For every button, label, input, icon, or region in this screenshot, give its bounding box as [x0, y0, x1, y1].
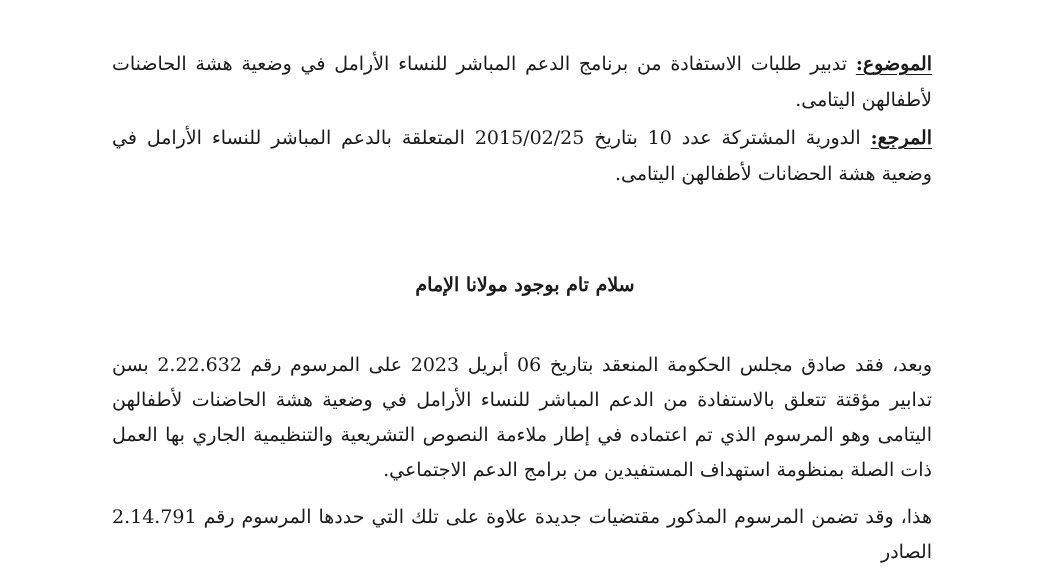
subject-line: [112, 46, 932, 118]
body-paragraph-1: وبعد، فقد صادق مجلس الحكومة المنعقد بتاريخ 06 أبريل 2023 على المرسوم رقم 2.22.632 بسن تدابير مؤقتة تتعلق بالاستفادة من الدعم المباشر للنساء الأرامل في وضعية هشة الحاضنات لأطفالهن اليتامى وهو المرسوم الذي تم اعتماده في إطار ملاءمة النصوص التشريعية والتنظيمية الجاري بها العمل ذات الصلة بمنظومة استهداف المستفيدين من برامج الدعم الاجتماعي.: [112, 354, 932, 481]
reference-label: المرجع:: [870, 127, 933, 149]
reference-text: الدورية المشتركة عدد 10 بتاريخ 2015/02/25 المتعلقة بالدعم المباشر للنساء الأرامل في وضعية هشة الحضانات لأطفالهن اليتامى.: [112, 127, 932, 185]
body-paragraph-2: هذا، وقد تضمن المرسوم المذكور مقتضيات جديدة علاوة على تلك التي حددها المرسوم رقم 2.14.791 الصادر: [112, 506, 932, 563]
reference-line: [112, 120, 932, 192]
subject-text: تدبير طلبات الاستفادة من برنامج الدعم المباشر للنساء الأرامل في وضعية هشة الحاضنات لأطفالهن اليتامى.: [112, 53, 932, 111]
salutation: سلام تام بوجود مولانا الإمام: [415, 274, 635, 296]
subject-label: الموضوع:: [855, 53, 932, 75]
